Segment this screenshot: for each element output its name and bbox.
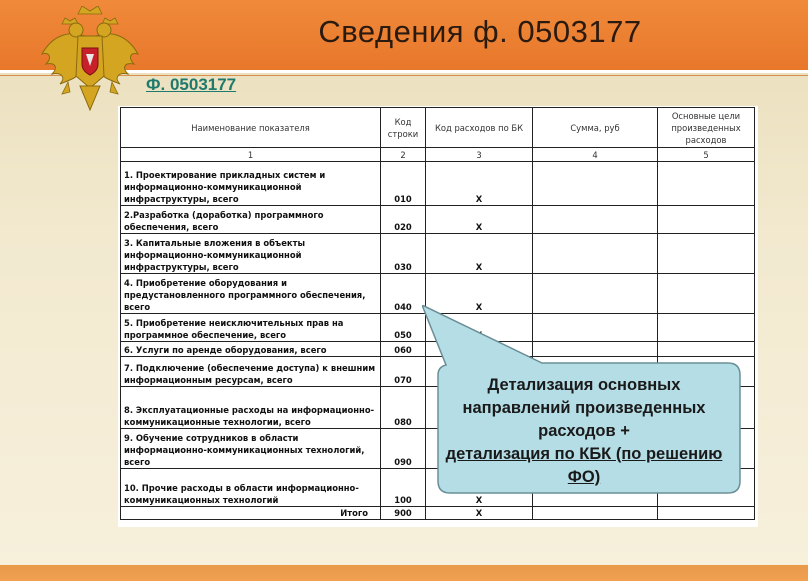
col-number: 3 <box>426 148 533 162</box>
total-kbk: X <box>426 507 533 520</box>
slide-title: Сведения ф. 0503177 <box>318 14 642 49</box>
total-code: 900 <box>381 507 426 520</box>
row-name: 9. Обучение сотрудников в области информационно-коммуникационных технологий, всего <box>121 429 381 469</box>
total-goals <box>658 507 755 520</box>
header-goals: Основные цели произведенных расходов <box>658 108 755 148</box>
table-header-row <box>121 108 755 148</box>
header-kbk-code: Код расходов по БК <box>426 108 533 148</box>
col-number: 1 <box>121 148 381 162</box>
row-code: 070 <box>381 357 426 387</box>
row-goals <box>658 162 755 206</box>
row-code: 090 <box>381 429 426 469</box>
row-code: 040 <box>381 274 426 314</box>
row-name: 4. Приобретение оборудования и предустановленного программного обеспечения, всего <box>121 274 381 314</box>
header-line-code: Код строки <box>381 108 426 148</box>
header-amount: Сумма, руб <box>533 108 658 148</box>
col-number: 4 <box>533 148 658 162</box>
col-number: 5 <box>658 148 755 162</box>
form-link[interactable]: Ф. 0503177 <box>146 75 237 94</box>
row-goals <box>658 206 755 234</box>
total-label: Итого <box>121 507 381 520</box>
row-code: 100 <box>381 469 426 507</box>
row-code: 060 <box>381 342 426 357</box>
row-code: 020 <box>381 206 426 234</box>
row-amount <box>533 206 658 234</box>
row-code: 030 <box>381 234 426 274</box>
table-row <box>121 234 755 274</box>
total-amount <box>533 507 658 520</box>
row-code: 010 <box>381 162 426 206</box>
row-goals <box>658 234 755 274</box>
col-number: 2 <box>381 148 426 162</box>
row-kbk: X <box>426 206 533 234</box>
row-kbk: X <box>426 162 533 206</box>
row-kbk: X <box>426 469 533 507</box>
row-name: 7. Подключение (обеспечение доступа) к внешним информационным ресурсам, всего <box>121 357 381 387</box>
footer-bar <box>0 565 808 581</box>
row-name: 6. Услуги по аренде оборудования, всего <box>121 342 381 357</box>
header-indicator-name: Наименование показателя <box>121 108 381 148</box>
row-name: 1. Проектирование прикладных систем и информационно-коммуникационной инфраструктуры, всего <box>121 162 381 206</box>
row-code: 050 <box>381 314 426 342</box>
callout-line1: Детализация основных направлений произведенных расходов + <box>462 376 706 440</box>
table-total-row <box>121 507 755 520</box>
row-name: 2.Разработка (доработка) программного обеспечения, всего <box>121 206 381 234</box>
row-name: 10. Прочие расходы в области информационно-коммуникационных технологий <box>121 469 381 507</box>
table-row <box>121 162 755 206</box>
row-kbk: X <box>426 274 533 314</box>
row-name: 3. Капитальные вложения в объекты информационно-коммуникационной инфраструктуры, всего <box>121 234 381 274</box>
callout-text <box>438 374 730 489</box>
callout-line2: детализация по КБК (по решению ФО) <box>445 445 723 486</box>
row-amount <box>533 162 658 206</box>
row-kbk: X <box>426 234 533 274</box>
coat-of-arms-icon <box>38 6 142 116</box>
row-amount <box>533 234 658 274</box>
row-name: 5. Приобретение неисключительных прав на программное обеспечение, всего <box>121 314 381 342</box>
row-code: 080 <box>381 387 426 429</box>
table-row <box>121 206 755 234</box>
table-number-row <box>121 148 755 162</box>
row-name: 8. Эксплуатационные расходы на информационно-коммуникационные технологии, всего <box>121 387 381 429</box>
